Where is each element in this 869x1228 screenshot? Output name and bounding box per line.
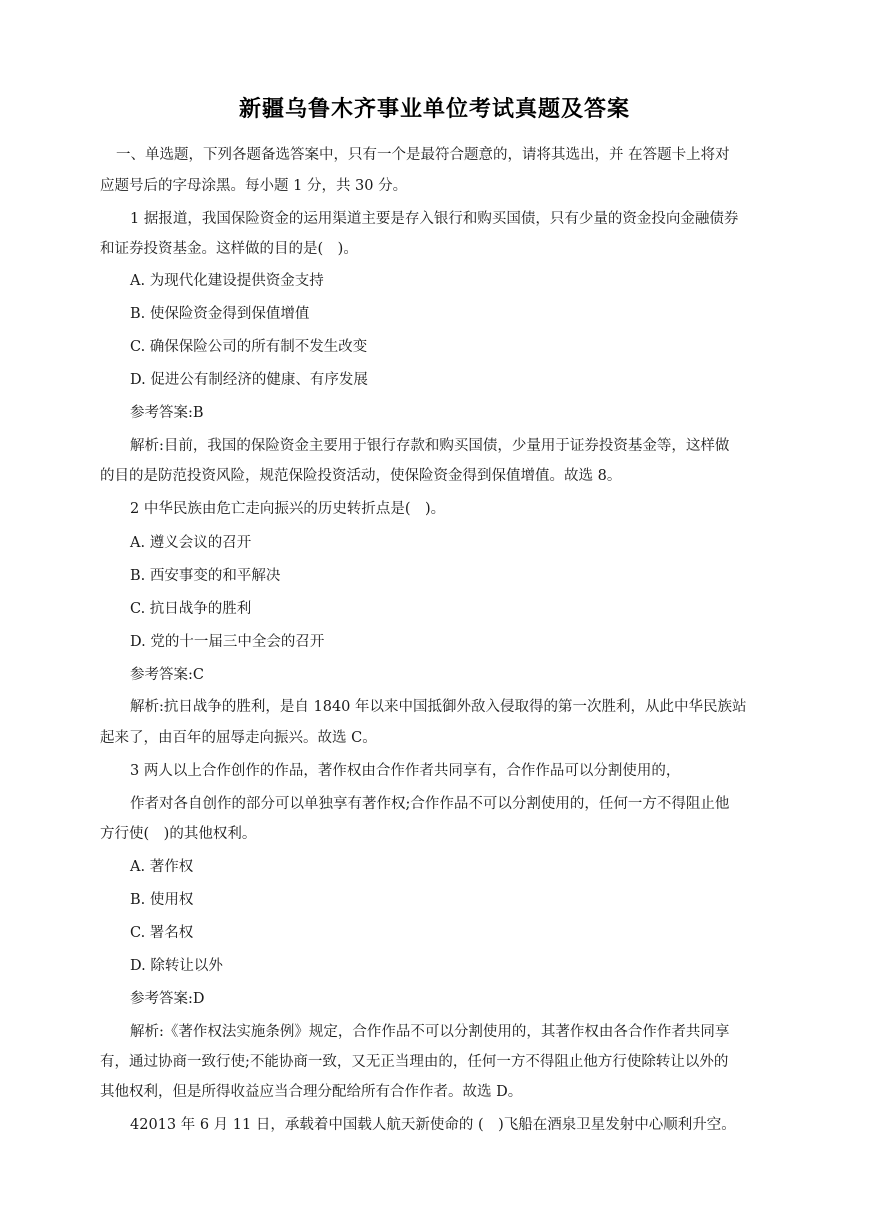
q2-option-b: B. 西安事变的和平解决 — [130, 568, 281, 584]
q2-analysis-line-1: 解析:抗日战争的胜利，是自 1840 年以来中国抵御外敌入侵取得的第一次胜利，从此中华民族站 — [130, 699, 747, 715]
q3-answer: 参考答案:D — [130, 991, 205, 1007]
q3-option-c: C. 署名权 — [130, 925, 194, 941]
q1-stem-line-1: 1 据报道，我国保险资金的运用渠道主要是存入银行和购买国债，只有少量的资金投向金融债券 — [130, 211, 739, 227]
q3-stem-line-3: 方行使( )的其他权利。 — [100, 826, 257, 842]
q2-option-d: D. 党的十一届三中全会的召开 — [130, 634, 325, 650]
q1-analysis-line-1: 解析:目前，我国的保险资金主要用于银行存款和购买国债，少量用于证券投资基金等，这样做 — [130, 438, 730, 454]
q2-stem-line-1: 2 中华民族由危亡走向振兴的历史转折点是( )。 — [130, 501, 446, 517]
q1-stem-line-2: 和证券投资基金。这样做的目的是( )。 — [100, 241, 358, 257]
q1-option-d: D. 促进公有制经济的健康、有序发展 — [130, 372, 368, 388]
page-title: 新疆乌鲁木齐事业单位考试真题及答案 — [238, 96, 630, 122]
q2-option-c: C. 抗日战争的胜利 — [130, 601, 252, 617]
q3-stem-line-2: 作者对各自创作的部分可以单独享有著作权;合作作品不可以分割使用的，任何一方不得阻止他 — [130, 796, 730, 812]
q2-option-a: A. 遵义会议的召开 — [130, 535, 252, 551]
q1-answer: 参考答案:B — [130, 405, 204, 421]
q3-option-d: D. 除转让以外 — [130, 958, 223, 974]
q3-option-a: A. 著作权 — [130, 859, 194, 875]
q3-analysis-line-3: 其他权利，但是所得收益应当合理分配给所有合作作者。故选 D。 — [100, 1084, 523, 1100]
q4-stem-line-1: 42013 年 6 月 11 日，承载着中国载人航天新使命的 ( )飞船在酒泉卫星发射中心顺利升空。 — [130, 1117, 736, 1133]
q1-option-c: C. 确保保险公司的所有制不发生改变 — [130, 339, 368, 355]
q2-answer: 参考答案:C — [130, 667, 204, 683]
q1-option-b: B. 使保险资金得到保值增值 — [130, 306, 310, 322]
q3-stem-line-1: 3 两人以上合作创作的作品，著作权由合作作者共同享有，合作作品可以分割使用的， — [130, 763, 681, 779]
section-intro-line-1: 一、单选题，下列各题备选答案中，只有一个是最符合题意的，请将其选出，并 在答题卡上将对 — [116, 147, 730, 163]
section-intro-line-2: 应题号后的字母涂黑。每小题 1 分，共 30 分。 — [100, 178, 408, 194]
q1-analysis-line-2: 的目的是防范投资风险，规范保险投资活动，使保险资金得到保值增值。故选 8。 — [100, 468, 622, 484]
q2-analysis-line-2: 起来了，由百年的屈辱走向振兴。故选 C。 — [100, 730, 377, 746]
q3-option-b: B. 使用权 — [130, 892, 194, 908]
q3-analysis-line-2: 有，通过协商一致行使;不能协商一致，又无正当理由的，任何一方不得阻止他方行使除转让以外的 — [100, 1054, 729, 1070]
q1-option-a: A. 为现代化建设提供资金支持 — [130, 273, 324, 289]
q3-analysis-line-1: 解析:《著作权法实施条例》规定，合作作品不可以分割使用的，其著作权由各合作作者共同享 — [130, 1024, 730, 1040]
